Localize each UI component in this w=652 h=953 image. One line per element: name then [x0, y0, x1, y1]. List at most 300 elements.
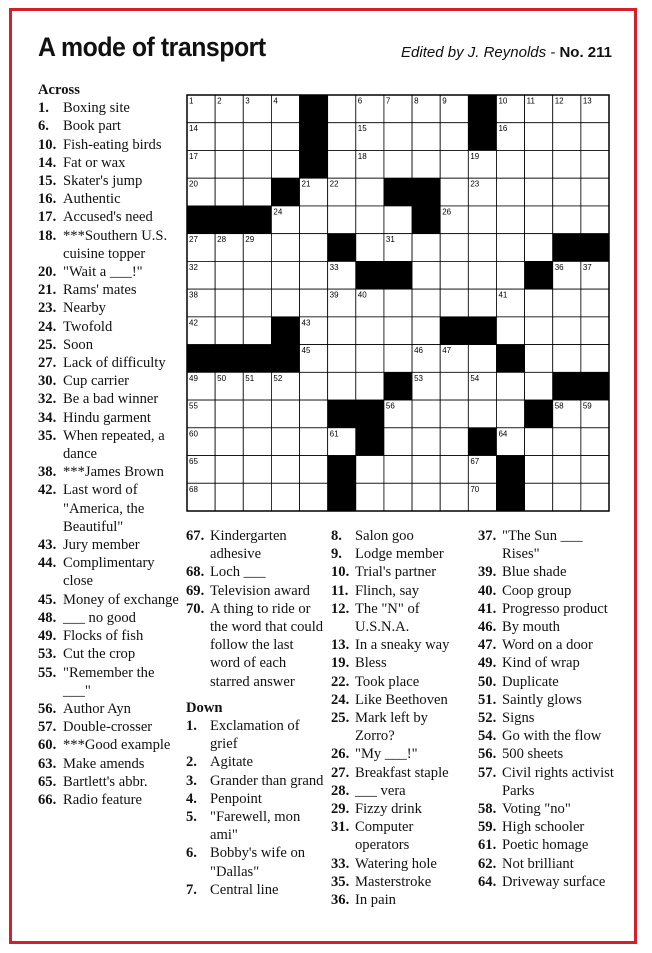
cell-number: 19 — [470, 151, 480, 161]
clue-number: 39. — [478, 564, 497, 581]
clue-number: 58. — [478, 801, 497, 818]
clue-number: 48. — [38, 609, 57, 626]
grid-cell[interactable] — [553, 317, 581, 345]
clue-item — [331, 636, 471, 654]
grid-cell[interactable] — [496, 372, 524, 400]
clue-item — [478, 654, 618, 672]
grid-cell[interactable] — [468, 289, 496, 317]
grid-cell[interactable] — [328, 317, 356, 345]
cell-number: 60 — [189, 429, 198, 439]
cell-number: 32 — [189, 262, 198, 272]
clue-number: 69. — [186, 582, 205, 599]
clue-text: High schooler — [502, 819, 585, 836]
cell-number: 33 — [329, 262, 339, 272]
clue-item — [38, 281, 180, 299]
across-clues-column — [38, 81, 180, 809]
grid-cell[interactable] — [553, 206, 581, 234]
clue-text: Bartlett's abbr. — [63, 773, 148, 790]
clue-number: 46. — [478, 619, 497, 636]
grid-cell[interactable] — [384, 317, 412, 345]
grid-cell[interactable] — [243, 261, 271, 289]
editor-name: Edited by J. Reynolds - — [401, 44, 560, 61]
grid-cell[interactable] — [468, 261, 496, 289]
clue-item — [38, 645, 180, 663]
clue-text: Exclamation of grief — [210, 718, 300, 753]
clue-number: 21. — [38, 282, 57, 299]
clue-text: "Remember the ___" — [63, 664, 155, 699]
grid-cell[interactable] — [468, 234, 496, 262]
clue-item — [478, 673, 618, 691]
grid-cell[interactable] — [384, 150, 412, 178]
clue-item — [38, 664, 180, 700]
grid-cell[interactable] — [496, 261, 524, 289]
clue-number: 62. — [478, 855, 497, 872]
clue-text: Fizzy drink — [355, 801, 422, 818]
clue-number: 2. — [186, 754, 197, 771]
clue-item — [478, 618, 618, 636]
clue-number: 63. — [38, 755, 57, 772]
grid-cell[interactable] — [356, 206, 384, 234]
block-cell — [496, 345, 524, 373]
cell-number: 39 — [329, 290, 339, 300]
clue-number: 25. — [331, 710, 350, 727]
grid-cell[interactable] — [215, 456, 243, 484]
clue-number: 18. — [38, 227, 57, 244]
clue-number: 14. — [38, 154, 57, 171]
grid-cell[interactable] — [384, 345, 412, 373]
clue-text: "The Sun ___ Rises" — [502, 528, 583, 563]
grid-cell[interactable] — [440, 289, 468, 317]
grid-cell[interactable] — [581, 289, 609, 317]
block-cell — [271, 178, 299, 206]
clue-number: 55. — [38, 664, 57, 681]
clue-text: Twofold — [63, 318, 113, 335]
clue-text: Loch ___ — [210, 564, 266, 581]
grid-cell[interactable] — [384, 123, 412, 151]
grid-cell[interactable] — [468, 400, 496, 428]
clue-number: 3. — [186, 772, 197, 789]
grid-cell[interactable] — [440, 234, 468, 262]
grid-cell[interactable] — [525, 289, 553, 317]
grid-cell[interactable] — [525, 456, 553, 484]
clue-item — [331, 654, 471, 672]
grid-cell[interactable] — [581, 483, 609, 511]
clue-number: 68. — [186, 564, 205, 581]
clue-text: Grander than grand — [210, 772, 324, 789]
grid-cell[interactable] — [271, 483, 299, 511]
grid-cell[interactable] — [271, 261, 299, 289]
clue-item — [478, 709, 618, 727]
block-cell — [271, 317, 299, 345]
clue-number: 61. — [478, 837, 497, 854]
clue-number: 66. — [38, 791, 57, 808]
grid-cell[interactable] — [412, 234, 440, 262]
grid-cell[interactable] — [581, 150, 609, 178]
grid-cell[interactable] — [553, 289, 581, 317]
cell-number: 51 — [245, 373, 255, 383]
clue-text: Double-crosser — [63, 719, 153, 736]
cell-number: 47 — [442, 346, 452, 356]
cell-number: 1 — [189, 96, 194, 106]
puzzle-number: No. 211 — [559, 44, 612, 61]
cell-number: 49 — [189, 373, 198, 383]
clue-item — [331, 818, 471, 854]
clue-item — [478, 855, 618, 873]
clue-item — [38, 372, 180, 390]
grid-cell[interactable] — [215, 483, 243, 511]
grid-cell[interactable] — [581, 428, 609, 456]
clue-item — [38, 354, 180, 372]
clue-text: Boxing site — [63, 100, 130, 117]
grid-cell[interactable] — [215, 261, 243, 289]
grid-cell[interactable] — [356, 234, 384, 262]
clue-text: Accused's need — [63, 209, 153, 226]
grid-cell[interactable] — [243, 123, 271, 151]
clue-number: 24. — [331, 691, 350, 708]
clue-item — [331, 527, 471, 545]
grid-cell[interactable] — [215, 317, 243, 345]
clue-item — [38, 627, 180, 645]
clue-number: 26. — [331, 746, 350, 763]
clue-number: 1. — [186, 718, 197, 735]
cell-number: 68 — [189, 484, 198, 494]
clue-item — [38, 227, 180, 263]
grid-cell[interactable] — [440, 178, 468, 206]
clue-item — [478, 527, 618, 563]
grid-cell[interactable] — [328, 150, 356, 178]
clue-number: 15. — [38, 173, 57, 190]
grid-cell[interactable] — [243, 150, 271, 178]
grid-cell[interactable] — [525, 345, 553, 373]
clue-number: 10. — [331, 564, 350, 581]
grid-cell[interactable] — [300, 372, 328, 400]
clue-item — [331, 563, 471, 581]
grid-cell[interactable] — [553, 123, 581, 151]
grid-cell[interactable] — [440, 483, 468, 511]
grid-cell[interactable] — [356, 317, 384, 345]
grid-cell[interactable] — [525, 428, 553, 456]
grid-cell[interactable] — [271, 289, 299, 317]
grid-cell[interactable] — [553, 456, 581, 484]
grid-cell[interactable] — [356, 456, 384, 484]
grid-cell[interactable] — [525, 483, 553, 511]
clue-text: Civil rights activist Parks — [502, 764, 614, 799]
block-cell — [468, 95, 496, 123]
clue-number: 7. — [186, 881, 197, 898]
clue-text: Penpoint — [210, 790, 262, 807]
clue-number: 28. — [331, 782, 350, 799]
grid-cell[interactable] — [215, 178, 243, 206]
clue-item — [331, 855, 471, 873]
clue-item — [38, 591, 180, 609]
grid-cell[interactable] — [440, 261, 468, 289]
clue-item — [478, 691, 618, 709]
cell-number: 27 — [189, 235, 198, 245]
grid-cell[interactable] — [496, 317, 524, 345]
clue-item — [478, 836, 618, 854]
grid-cell[interactable] — [412, 456, 440, 484]
cell-number: 3 — [245, 96, 250, 106]
grid-cell[interactable] — [384, 483, 412, 511]
cell-number: 36 — [554, 262, 564, 272]
grid-cell[interactable] — [300, 428, 328, 456]
grid-cell[interactable] — [412, 483, 440, 511]
clue-item — [38, 536, 180, 554]
clue-item — [38, 755, 180, 773]
clue-item — [331, 782, 471, 800]
grid-cell[interactable] — [553, 428, 581, 456]
clue-item — [478, 764, 618, 800]
cell-number: 21 — [301, 179, 311, 189]
grid-cell[interactable] — [243, 317, 271, 345]
block-cell — [243, 206, 271, 234]
clue-number: 35. — [38, 427, 57, 444]
block-cell — [271, 345, 299, 373]
clue-item — [38, 791, 180, 809]
clue-text: Not brilliant — [502, 855, 574, 872]
grid-cell[interactable] — [412, 123, 440, 151]
grid-cell[interactable] — [553, 483, 581, 511]
clue-text: Took place — [355, 673, 420, 690]
clue-text: Salon goo — [355, 528, 414, 544]
grid-cell[interactable] — [581, 123, 609, 151]
clue-item — [331, 691, 471, 709]
block-cell — [553, 234, 581, 262]
clue-number: 23. — [38, 300, 57, 317]
clue-number: 5. — [186, 809, 197, 826]
clue-item — [186, 717, 326, 753]
clue-item — [38, 263, 180, 281]
grid-cell[interactable] — [356, 483, 384, 511]
grid-cell[interactable] — [412, 428, 440, 456]
clue-number: 16. — [38, 191, 57, 208]
grid-cell[interactable] — [300, 483, 328, 511]
grid-cell[interactable] — [300, 289, 328, 317]
cell-number: 2 — [217, 96, 222, 106]
clue-text: Soon — [63, 336, 94, 353]
clue-text: Kindergarten adhesive — [210, 528, 287, 563]
clue-number: 32. — [38, 391, 57, 408]
grid-cell[interactable] — [356, 178, 384, 206]
clue-item — [186, 844, 326, 880]
grid-cell[interactable] — [215, 123, 243, 151]
clue-item — [38, 700, 180, 718]
clue-text: Like Beethoven — [355, 691, 448, 708]
grid-cell[interactable] — [356, 345, 384, 373]
clue-text: Make amends — [63, 755, 145, 772]
clue-item — [478, 818, 618, 836]
clue-number: 6. — [186, 845, 197, 862]
grid-cell[interactable] — [243, 400, 271, 428]
clue-text: Saintly glows — [502, 691, 582, 708]
block-cell — [468, 123, 496, 151]
clue-item — [186, 600, 326, 691]
clue-text: A thing to ride or the word that could follow the last word of each starred answer — [210, 600, 324, 690]
grid-cell[interactable] — [300, 234, 328, 262]
cell-number: 58 — [554, 401, 564, 411]
grid-cell[interactable] — [243, 289, 271, 317]
clue-text: Author Ayn — [63, 700, 131, 717]
grid-cell[interactable] — [328, 345, 356, 373]
clue-number: 37. — [478, 528, 497, 544]
block-cell — [215, 206, 243, 234]
grid-cell[interactable] — [440, 400, 468, 428]
clue-text: Fat or wax — [63, 154, 126, 171]
grid-cell[interactable] — [553, 150, 581, 178]
clue-number: 44. — [38, 555, 57, 572]
grid-cell[interactable] — [440, 123, 468, 151]
grid-cell[interactable] — [440, 428, 468, 456]
clue-number: 67. — [186, 528, 205, 544]
grid-cell[interactable] — [581, 345, 609, 373]
grid-cell[interactable] — [496, 150, 524, 178]
cell-number: 24 — [273, 207, 283, 217]
block-cell — [384, 178, 412, 206]
grid-cell[interactable] — [243, 483, 271, 511]
clue-item — [186, 808, 326, 844]
grid-cell[interactable] — [384, 289, 412, 317]
grid-cell[interactable] — [412, 400, 440, 428]
block-cell — [356, 261, 384, 289]
clue-number: 49. — [478, 655, 497, 672]
grid-cell[interactable] — [271, 123, 299, 151]
grid-cell[interactable] — [356, 372, 384, 400]
clue-text: The "N" of U.S.N.A. — [355, 600, 420, 636]
grid-cell[interactable] — [271, 150, 299, 178]
block-cell — [525, 261, 553, 289]
grid-cell[interactable] — [525, 234, 553, 262]
clue-number: 57. — [478, 764, 497, 781]
clue-item — [38, 299, 180, 317]
grid-cell[interactable] — [243, 456, 271, 484]
clue-item — [331, 764, 471, 782]
block-cell — [525, 400, 553, 428]
grid-cell[interactable] — [243, 428, 271, 456]
cell-number: 6 — [357, 96, 363, 106]
cell-number: 28 — [217, 235, 227, 245]
block-cell — [356, 400, 384, 428]
grid-cell[interactable] — [328, 372, 356, 400]
grid-cell[interactable] — [581, 456, 609, 484]
clue-number: 10. — [38, 136, 57, 153]
grid-cell[interactable] — [412, 317, 440, 345]
grid-cell[interactable] — [243, 178, 271, 206]
grid-cell[interactable] — [271, 400, 299, 428]
grid-cell[interactable] — [525, 206, 553, 234]
clue-text: Trial's partner — [355, 564, 437, 581]
clue-text: Blue shade — [502, 564, 567, 581]
grid-cell[interactable] — [581, 317, 609, 345]
block-cell — [187, 345, 215, 373]
grid-cell[interactable] — [525, 372, 553, 400]
clue-number: 34. — [38, 409, 57, 426]
block-cell — [581, 372, 609, 400]
grid-cell[interactable] — [300, 456, 328, 484]
grid-cell[interactable] — [496, 206, 524, 234]
clue-text: In pain — [355, 892, 396, 909]
clue-text: Central line — [210, 881, 279, 898]
grid-cell[interactable] — [412, 289, 440, 317]
clue-text: Agitate — [210, 754, 253, 771]
cell-number: 23 — [470, 179, 480, 189]
grid-cell[interactable] — [440, 372, 468, 400]
cell-number: 41 — [498, 290, 508, 300]
grid-cell[interactable] — [525, 178, 553, 206]
grid-cell[interactable] — [300, 206, 328, 234]
cell-number: 16 — [498, 124, 508, 134]
grid-cell[interactable] — [215, 289, 243, 317]
cell-number: 50 — [217, 373, 227, 383]
grid-cell[interactable] — [440, 150, 468, 178]
grid-cell[interactable] — [496, 178, 524, 206]
grid-cell[interactable] — [215, 428, 243, 456]
clue-number: 57. — [38, 719, 57, 736]
clue-number: 38. — [38, 464, 57, 481]
grid-cell[interactable] — [468, 345, 496, 373]
grid-cell[interactable] — [215, 150, 243, 178]
grid-cell[interactable] — [300, 261, 328, 289]
grid-cell[interactable] — [384, 456, 412, 484]
clue-text: Money of exchange — [63, 591, 179, 608]
clue-text: Rams' mates — [63, 282, 137, 299]
grid-cell[interactable] — [384, 428, 412, 456]
grid-cell[interactable] — [525, 150, 553, 178]
grid-cell[interactable] — [581, 206, 609, 234]
clue-number: 56. — [478, 746, 497, 763]
clue-text: Mark left by Zorro? — [355, 710, 428, 745]
grid-cell[interactable] — [496, 234, 524, 262]
grid-cell[interactable] — [271, 456, 299, 484]
grid-cell[interactable] — [328, 206, 356, 234]
block-cell — [553, 372, 581, 400]
grid-cell[interactable] — [468, 206, 496, 234]
grid-cell[interactable] — [328, 95, 356, 123]
grid-cell[interactable] — [440, 456, 468, 484]
grid-cell[interactable] — [496, 400, 524, 428]
grid-cell[interactable] — [412, 150, 440, 178]
grid-cell[interactable] — [384, 206, 412, 234]
block-cell — [187, 206, 215, 234]
clue-number: 8. — [331, 528, 342, 544]
clue-text: "My ___!" — [355, 746, 418, 763]
clue-number: 53. — [38, 646, 57, 663]
grid-cell[interactable] — [581, 178, 609, 206]
clue-item — [38, 318, 180, 336]
grid-cell[interactable] — [525, 317, 553, 345]
cell-number: 15 — [357, 124, 367, 134]
clue-number: 51. — [478, 691, 497, 708]
clue-text: Voting "no" — [502, 801, 571, 818]
clue-text: Be a bad winner — [63, 391, 159, 408]
clue-number: 54. — [478, 728, 497, 745]
grid-cell[interactable] — [412, 261, 440, 289]
grid-cell[interactable] — [553, 178, 581, 206]
cell-number: 11 — [526, 96, 535, 106]
clue-item — [186, 881, 326, 899]
grid-cell[interactable] — [215, 400, 243, 428]
grid-cell[interactable] — [271, 428, 299, 456]
block-cell — [496, 456, 524, 484]
clue-number: 4. — [186, 790, 197, 807]
grid-cell[interactable] — [525, 123, 553, 151]
grid-cell[interactable] — [271, 234, 299, 262]
grid-cell[interactable] — [553, 345, 581, 373]
clue-number: 43. — [38, 537, 57, 554]
clue-item — [38, 718, 180, 736]
crossword-grid[interactable] — [186, 94, 610, 512]
grid-cell[interactable] — [328, 123, 356, 151]
grid-cell[interactable] — [300, 400, 328, 428]
